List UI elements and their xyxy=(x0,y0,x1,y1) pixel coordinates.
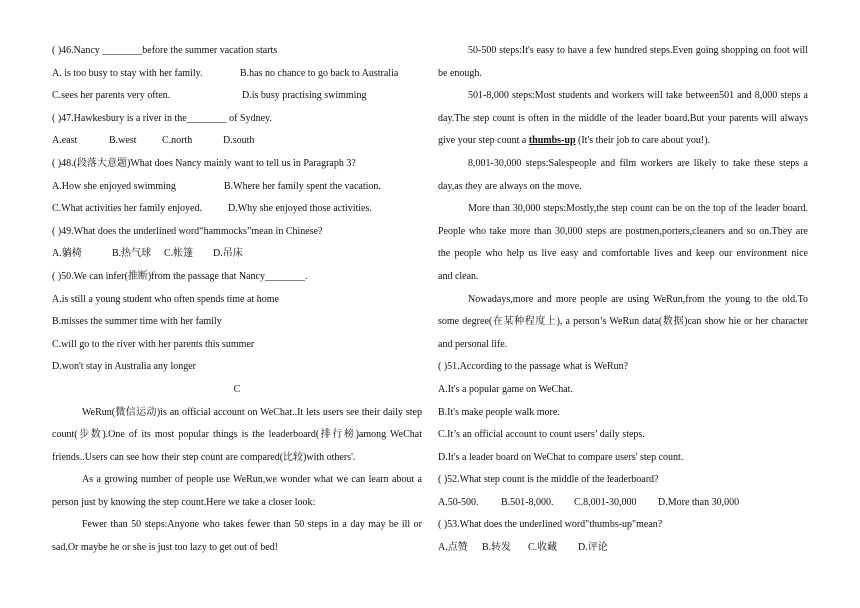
passage-line: Nowadays,more and more people are using WeRun,from the young to the old.To xyxy=(468,293,808,305)
section-c-heading: C xyxy=(233,383,241,395)
question-46-option-a: A. is too busy to stay with her family. xyxy=(52,67,203,79)
passage-line: day,as they are always on the move. xyxy=(438,180,582,192)
question-52-option-c: C.8,001-30,000 xyxy=(574,496,637,508)
question-52-option-d: D.More than 30,000 xyxy=(658,496,740,508)
passage-line: day.The step count is often in the middle of the leader board.But your parents will always xyxy=(438,112,808,124)
question-49-option-d: D.吊床 xyxy=(213,248,243,260)
passage-line: some degree(在某种程度上), a person’s WeRun data(数据)can show hie or her character xyxy=(438,316,808,328)
question-51-option-b: B.It's make people walk more. xyxy=(438,406,560,418)
question-46-option-d: D.is busy practising swimming xyxy=(242,90,367,102)
question-52-option-a: A.50-500. xyxy=(438,496,479,508)
right-column xyxy=(438,40,808,560)
question-50-option-d: D.won't stay in Australia any longer xyxy=(52,361,196,373)
question-48-option-d: D.Why she enjoyed those activities. xyxy=(228,203,372,215)
question-47-options xyxy=(52,130,422,153)
question-46-option-b: B.has no chance to go back to Australia xyxy=(240,67,399,79)
question-53-option-b: B.转发 xyxy=(482,542,512,554)
question-48-option-c: C.What activities her family enjoyed. xyxy=(52,203,202,215)
question-49-stem: ( )49.What does the underlined word“hammocks”mean in Chinese? xyxy=(52,225,323,237)
question-50-option-a: A.is still a young student who often spends time at home xyxy=(52,293,279,305)
question-51-option-a: A.It's a popular game on WeChat. xyxy=(438,383,573,395)
question-52-stem: ( )52.What step count is the middle of the leaderboard? xyxy=(438,474,659,486)
passage-line: the people who help us live easy and comfortable lives and keep our environment nice xyxy=(438,248,808,260)
question-51-stem: ( )51.According to the passage what is WeRun? xyxy=(438,361,629,373)
passage-line: People who take more than 30,000 steps are postmen,porters,cleaners and so on.They are xyxy=(438,225,808,237)
passage-line: As a growing number of people use WeRun,we wonder what we can learn about a xyxy=(82,474,422,486)
question-53-option-c: C.收藏 xyxy=(528,542,558,554)
question-52-options xyxy=(438,492,808,515)
question-46-stem: ( )46.Nancy ________before the summer vacation starts xyxy=(52,45,278,56)
question-53-stem: ( )53.What does the underlined word"thumbs-up"mean? xyxy=(438,519,663,531)
question-47-option-c: C.north xyxy=(162,135,193,147)
passage-line: sad.Or maybe he or she is just too lazy to get out of bed! xyxy=(52,542,279,554)
question-53-option-a: A.点赞 xyxy=(438,542,468,554)
question-47-option-a: A.east xyxy=(52,135,78,147)
question-48-options-ab xyxy=(52,176,422,199)
question-46-options-ab xyxy=(52,63,422,86)
question-50-option-c: C.will go to the river with her parents this summer xyxy=(52,338,255,350)
question-48-option-b: B.Where her family spent the vacation. xyxy=(224,180,381,192)
question-48-option-a: A.How she enjoyed swimming xyxy=(52,180,176,192)
question-51-option-c: C.It’s an official account to count users’ daily steps. xyxy=(438,429,645,441)
question-46-options-cd xyxy=(52,85,422,108)
question-47-option-d: D.south xyxy=(223,135,255,147)
passage-line: 8,001-30,000 steps:Salespeople and film workers are likely to take these steps a xyxy=(468,157,808,169)
passage-line: 50-500 steps:It's easy to have a few hundred steps.Even going shopping on foot will xyxy=(468,45,808,56)
question-48-options-cd xyxy=(52,198,422,221)
question-49-option-c: C.帐篷 xyxy=(164,248,194,260)
question-53-option-d: D.评论 xyxy=(578,542,608,554)
passage-line: count(步数).One of its most popular things is the leaderboard(排行榜)among WeChat xyxy=(52,429,422,441)
question-49-option-b: B.热气球 xyxy=(112,248,152,260)
question-48-stem: ( )48.(段落大意题)What does Nancy mainly want to tell us in Paragraph 3? xyxy=(52,157,356,169)
passage-line: person just by knowing the step count.Here we take a closer look: xyxy=(52,496,316,508)
left-column xyxy=(52,40,422,560)
question-49-option-a: A.躺椅 xyxy=(52,248,82,260)
passage-line: friends..Users can see how their step count are compared(比较)with others'. xyxy=(52,451,356,463)
question-50-option-b: B.misses the summer time with her family xyxy=(52,316,222,328)
passage-text: (It's their job to care about you!). xyxy=(575,135,711,147)
passage-line: Fewer than 50 steps:Anyone who takes fewer than 50 steps in a day may be ill or xyxy=(82,519,422,531)
question-47-stem: ( )47.Hawkesbury is a river in the________ of Sydney. xyxy=(52,112,272,124)
question-47-option-b: B.west xyxy=(109,135,137,147)
question-49-options xyxy=(52,243,422,266)
passage-line: be enough. xyxy=(438,67,482,79)
passage-line-with-underlined-word xyxy=(438,130,808,153)
passage-line: More than 30,000 steps:Mostly,the step count can be on the top of the leader board. xyxy=(468,203,808,215)
question-50-stem: ( )50.We can infer(推断)from the passage that Nancy________. xyxy=(52,270,308,282)
passage-line: 501-8,000 steps:Most students and workers will take between501 and 8,000 steps a xyxy=(468,90,808,102)
passage-text: give your step count a xyxy=(438,135,529,147)
question-53-options xyxy=(438,537,808,560)
passage-line: and clean. xyxy=(438,270,479,282)
passage-line: WeRun(微信运动)is an official account on WeChat..It lets users see their daily step xyxy=(82,406,422,418)
question-52-option-b: B.501-8,000. xyxy=(501,496,554,508)
passage-line: and personal life. xyxy=(438,338,508,350)
underlined-word-thumbs-up: thumbs-up xyxy=(528,135,576,147)
question-51-option-d: D.It's a leader board on WeChat to compare users' step count. xyxy=(438,451,684,463)
question-46-option-c: C.sees her parents very often. xyxy=(52,90,171,102)
